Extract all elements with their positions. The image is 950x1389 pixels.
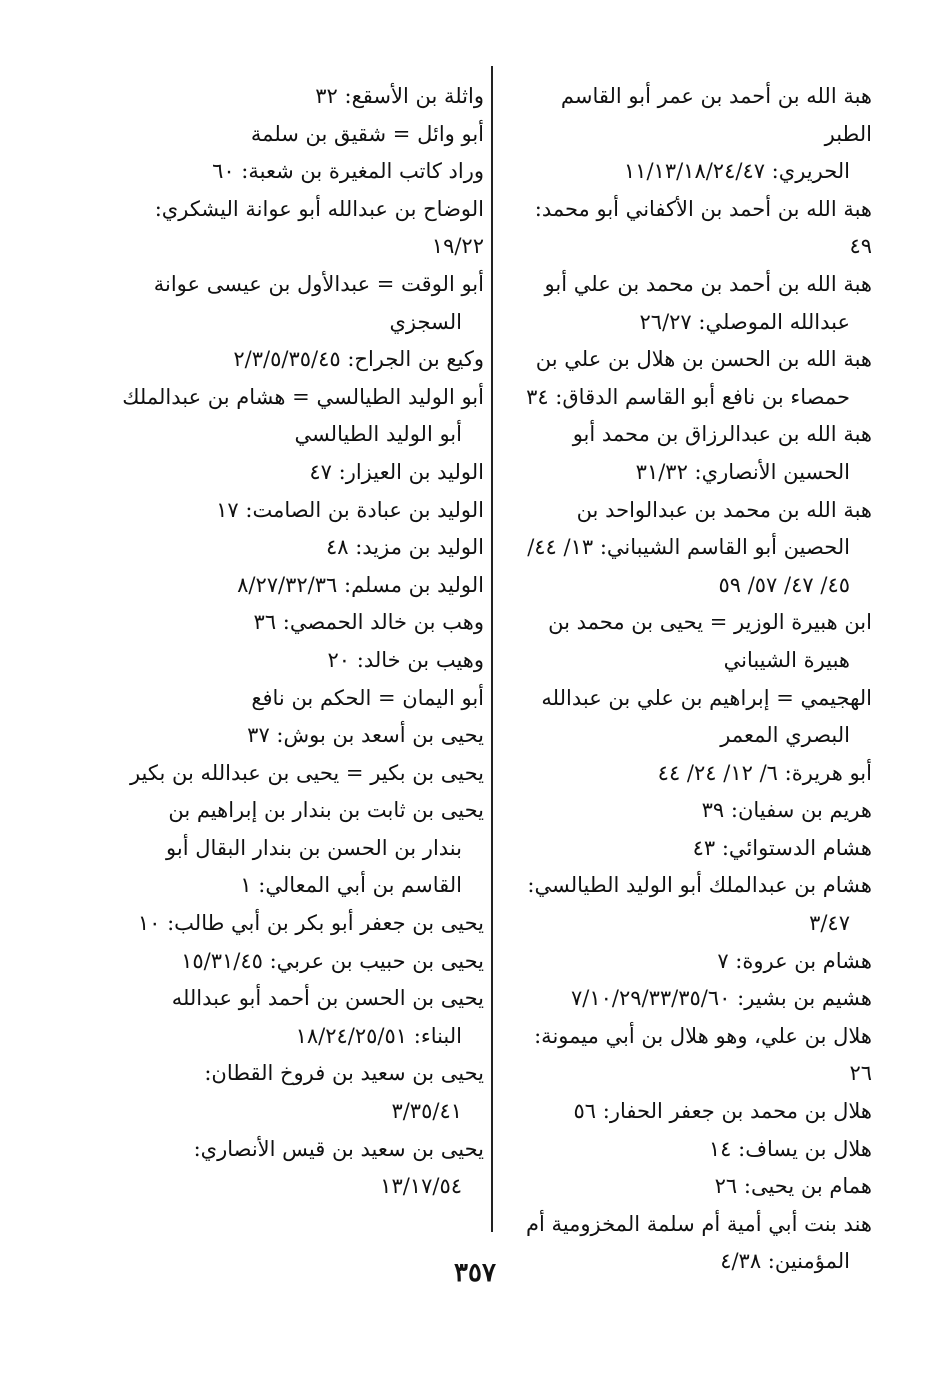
entry-line: هشام بن عروة: ٧: [717, 948, 872, 973]
entry-line: يحيى بن حبيب بن عربي: ١٥/٣١/٤٥: [181, 948, 484, 973]
entry-line: الوليد بن مزيد: ٤٨: [325, 535, 484, 560]
entry-line: يحيى بن ثابت بن بندار بن إبراهيم بن: [168, 798, 484, 823]
entry-continuation: بندار بن الحسن بن بندار البقال أبو: [166, 835, 462, 860]
entry-continuation: السجزي: [389, 309, 462, 334]
column-divider: [491, 66, 493, 1232]
entry-line: الوليد بن مسلم: ٨/٢٧/٣٢/٣٦: [237, 572, 484, 597]
entry-line: وكيع بن الجراح: ٢/٣/٥/٣٥/٤٥: [233, 347, 484, 372]
entry-line: الوليد بن العيزار: ٤٧: [309, 459, 484, 484]
index-entry: [118, 755, 484, 793]
index-entry: [118, 717, 484, 755]
index-entry: [118, 567, 484, 605]
index-entry: [118, 980, 484, 1055]
entry-line: همام بن يحيى: ٢٦: [714, 1174, 872, 1199]
entry-continuation: البصري المعمر: [720, 723, 850, 748]
entry-line: يحيى بن سعيد بن قيس الأنصاري:: [193, 1136, 484, 1161]
entry-line: هلال بن علي، وهو هلال بن أبي ميمونة: ٢٦: [534, 1023, 872, 1086]
index-entry: [510, 830, 872, 868]
entry-line: ابن هبيرة الوزير = يحيى بن محمد بن: [548, 610, 872, 635]
index-entry: [510, 680, 872, 755]
entry-line: هشيم بن بشير: ٧/١٠/٢٩/٣٣/٣٥/٦٠: [570, 986, 872, 1011]
index-entry: [118, 604, 484, 642]
index-entry: [510, 266, 872, 341]
entry-line: هلال بن يساف: ١٤: [708, 1136, 872, 1161]
index-entry: [118, 792, 484, 905]
entry-continuation: ٤٥/ ٤٧/ ٥٧/ ٥٩: [718, 572, 850, 597]
entry-line: الوليد بن عبادة بن الصامت: ١٧: [216, 497, 484, 522]
index-entry: [118, 680, 484, 718]
entry-continuation: ١٣/١٧/٥٤: [380, 1174, 462, 1199]
entry-line: يحيى بن جعفر أبو بكر بن أبي طالب: ١٠: [137, 911, 484, 936]
entry-line: هشام الدستوائي: ٤٣: [692, 835, 872, 860]
entry-line: يحيى بن الحسن بن أحمد أبو عبدالله: [171, 986, 484, 1011]
index-entry: [510, 416, 872, 491]
index-entry: [118, 78, 484, 116]
index-entry: [118, 153, 484, 191]
page-number: ٣٥٧: [454, 1258, 496, 1288]
entry-continuation: ٣/٣٥/٤١: [391, 1099, 462, 1124]
index-entry: [510, 1093, 872, 1131]
index-entry: [510, 604, 872, 679]
index-entry: [510, 943, 872, 981]
entry-line: هبة الله بن أحمد بن عمر أبو القاسم الطبر: [560, 84, 872, 146]
index-column-left: [118, 78, 484, 1206]
entry-line: أبو الوليد الطيالسي = هشام بن عبدالملك: [122, 384, 484, 409]
entry-line: هبة الله بن أحمد بن الأكفاني أبو محمد: ٤٩: [534, 196, 872, 259]
entry-continuation: أبو الوليد الطيالسي: [294, 422, 462, 447]
entry-continuation: حمصاء بن نافع أبو القاسم الدقاق: ٣٤: [526, 384, 850, 409]
entry-continuation: هبيرة الشيباني: [723, 647, 850, 672]
index-entry: [510, 492, 872, 605]
entry-line: هبة الله بن أحمد بن محمد بن علي أبو: [544, 271, 872, 296]
index-entry: [118, 943, 484, 981]
entry-line: يحيى بن أسعد بن بوش: ٣٧: [247, 723, 484, 748]
entry-line: هريم بن سفيان: ٣٩: [701, 798, 872, 823]
entry-line: أبو الوقت = عبدالأول بن عيسى عوانة: [153, 271, 484, 296]
index-entry: [118, 116, 484, 154]
entry-line: وهيب بن خالد: ٢٠: [327, 647, 484, 672]
entry-line: أبو اليمان = الحكم بن نافع: [251, 685, 484, 710]
index-entry: [118, 191, 484, 266]
index-entry: [510, 1018, 872, 1093]
entry-continuation: ٣/٤٧: [809, 911, 850, 936]
entry-continuation: عبدالله الموصلي: ٢٦/٢٧: [639, 309, 850, 334]
entry-continuation: القاسم بن أبي المعالي: ١: [240, 873, 462, 898]
index-entry: [510, 867, 872, 942]
index-entry: [118, 454, 484, 492]
entry-line: الهجيمي = إبراهيم بن علي بن عبدالله: [541, 685, 872, 710]
index-entry: [118, 1131, 484, 1206]
entry-line: هلال بن محمد بن جعفر الحفار: ٥٦: [573, 1099, 872, 1124]
entry-line: يحيى بن بكير = يحيى بن عبدالله بن بكير: [129, 760, 484, 785]
entry-line: واثلة بن الأسقع: ٣٢: [315, 84, 484, 108]
index-entry: [118, 492, 484, 530]
index-entry: [118, 905, 484, 943]
entry-line: هبة الله بن الحسن بن هلال بن علي بن: [535, 347, 872, 372]
entry-continuation: الحريري: ١١/١٣/١٨/٢٤/٤٧: [623, 159, 850, 184]
entry-continuation: المؤمنين: ٤/٣٨: [720, 1249, 850, 1274]
entry-line: هند بنت أبي أمية أم سلمة المخزومية أم: [526, 1211, 872, 1236]
entry-line: هبة الله بن عبدالرزاق بن محمد أبو: [572, 422, 872, 447]
entry-line: يحيى بن سعيد بن فروخ القطان:: [204, 1061, 484, 1086]
entry-line: هبة الله بن محمد بن عبدالواحد بن: [576, 497, 872, 522]
index-entry: [510, 191, 872, 266]
entry-continuation: الحصين أبو القاسم الشيباني: ١٣/ ٤٤/: [527, 535, 850, 560]
index-entry: [510, 341, 872, 416]
index-entry: [118, 1055, 484, 1130]
index-entry: [510, 78, 872, 191]
entry-continuation: الحسين الأنصاري: ٣١/٣٢: [635, 459, 850, 484]
index-entry: [510, 1168, 872, 1206]
entry-line: وهب بن خالد الحمصي: ٣٦: [253, 610, 484, 635]
index-entry: [118, 341, 484, 379]
entry-continuation: البناء: ١٨/٢٤/٢٥/٥١: [295, 1023, 462, 1048]
index-entry: [510, 980, 872, 1018]
entry-line: وراد كاتب المغيرة بن شعبة: ٦٠: [212, 159, 484, 184]
index-entry: [118, 529, 484, 567]
index-entry: [510, 755, 872, 793]
entry-line: أبو وائل = شقيق بن سلمة: [250, 121, 484, 146]
index-entry: [510, 792, 872, 830]
index-entry: [118, 379, 484, 454]
index-entry: [510, 1131, 872, 1169]
entry-line: الوضاح بن عبدالله أبو عوانة اليشكري: ١٩/٢٢: [154, 196, 484, 259]
index-column-right: [510, 78, 872, 1281]
entry-line: أبو هريرة: ٦/ ١٢/ ٢٤/ ٤٤: [657, 760, 872, 785]
index-entry: [118, 642, 484, 680]
index-entry: [118, 266, 484, 341]
entry-line: هشام بن عبدالملك أبو الوليد الطيالسي:: [527, 873, 872, 898]
